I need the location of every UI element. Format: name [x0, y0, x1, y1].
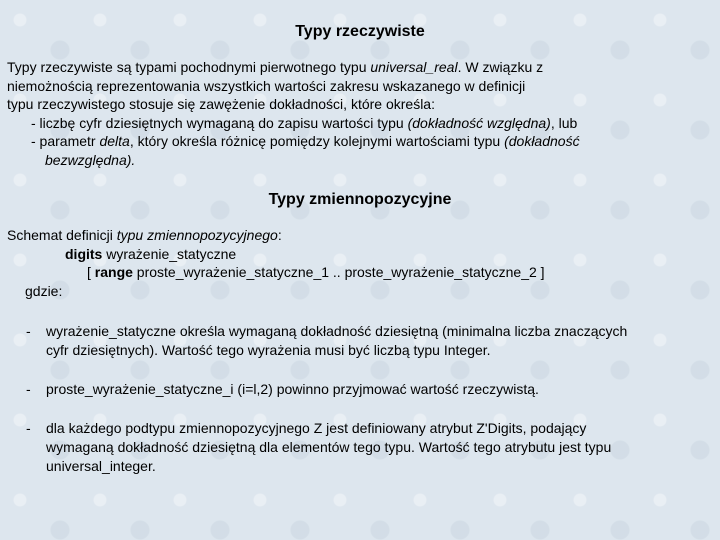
- bullet-line: universal_integer.: [46, 458, 156, 474]
- list-item-delta: [7, 132, 712, 151]
- bullet-line: cyfr dziesiętnych). Wartość tego wyrażenia musi być liczbą typu Integer.: [46, 342, 491, 358]
- term-relative-precision: (dokładność względna): [407, 114, 551, 131]
- text-fragment: Schemat definicji: [7, 227, 117, 243]
- text-fragment: :: [277, 227, 282, 243]
- intro-line-3: typu rzeczywistego stosuje się zawężenie dokładności, które określa:: [7, 96, 435, 112]
- scheme-heading: [7, 226, 712, 245]
- keyword-digits: digits: [65, 245, 103, 262]
- bullet-item: [26, 322, 716, 360]
- bullet-line: proste_wyrażenie_statyczne_i (i=l,2) powinno przyjmować wartość rzeczywistą.: [46, 381, 539, 397]
- real-types-description: [7, 58, 712, 169]
- float-type-definition-scheme: [7, 226, 712, 300]
- list-item-delta-continuation: [7, 151, 712, 170]
- text-fragment: - parametr: [31, 133, 100, 149]
- syntax-digits-line: [7, 245, 712, 264]
- bullet-dash: -: [26, 381, 31, 397]
- section-title-float-types: Typy zmiennopozycyjne: [268, 191, 452, 208]
- bullet-line: wyrażenie_statyczne określa wymaganą dokładność dziesiętną (minimalna liczba znaczących: [46, 323, 628, 339]
- text-fragment: , który określa różnicę pomiędzy kolejnymi wartościami typu: [129, 133, 505, 149]
- term-float-type: typu zmiennopozycyjnego: [116, 227, 278, 243]
- bullet-text: [46, 380, 716, 399]
- bullet-text: [46, 322, 716, 360]
- text-fragment: - liczbę cyfr dziesiętnych wymaganą do zapisu wartości typu: [31, 114, 408, 131]
- text-fragment: [: [87, 264, 95, 280]
- syntax-range-line: [7, 263, 712, 282]
- term-delta: delta: [99, 133, 130, 149]
- bullet-line: wymaganą dokładność dziesiętną dla elementów tego typu. Wartość tego atrybutu jest typu: [46, 439, 612, 455]
- text-fragment: . W związku z: [457, 59, 544, 75]
- bullet-dash: -: [26, 323, 31, 339]
- universal-real-term: universal_real: [370, 59, 458, 75]
- where-label: gdzie:: [25, 282, 63, 299]
- keyword-range: range: [94, 264, 133, 280]
- text-fragment: , lub: [550, 114, 578, 131]
- intro-line-2: niemożnością reprezentowania wszystkich wartości zakresu wskazanego w definicji: [7, 77, 526, 94]
- text-fragment: Typy rzeczywiste są typami pochodnymi pierwotnego typu: [7, 59, 371, 75]
- bullet-line: dla każdego podtypu zmiennopozycyjnego Z jest definiowany atrybut Z'Digits, podający: [46, 420, 587, 436]
- term-absolute-precision: (dokładność: [504, 133, 580, 149]
- text-fragment: wyrażenie_statyczne: [102, 245, 237, 262]
- text-fragment: proste_wyrażenie_statyczne_1 .. proste_wyrażenie_statyczne_2 ]: [132, 264, 545, 280]
- term-absolute-precision-cont: bezwzględna).: [45, 151, 136, 168]
- bullet-item: [26, 419, 716, 476]
- intro-line-1: [7, 58, 712, 77]
- section-title-real-types: Typy rzeczywiste: [295, 23, 425, 40]
- list-item-relative-precision: [7, 114, 712, 133]
- bullet-dash: -: [26, 420, 31, 436]
- bullet-item: [26, 380, 716, 399]
- bullet-text: [46, 419, 716, 476]
